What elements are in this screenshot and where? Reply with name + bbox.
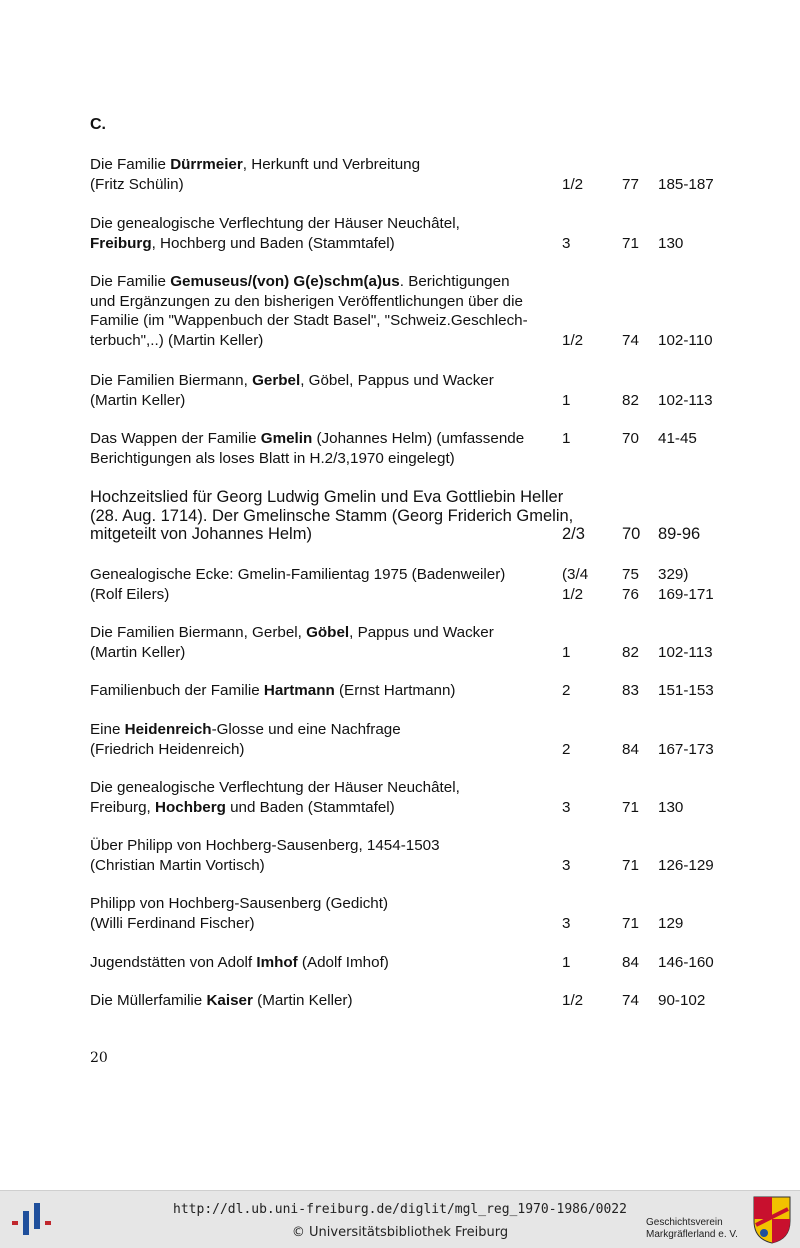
entry-pages: 329) bbox=[658, 566, 689, 583]
entry-pages: 169-171 bbox=[658, 585, 714, 603]
entry-line: Die Müllerfamilie Kaiser (Martin Keller) bbox=[90, 992, 353, 1009]
entry-line: Familienbuch der Familie Hartmann (Ernst Hartmann) bbox=[90, 682, 456, 699]
entry-pages: 102-113 bbox=[658, 643, 713, 661]
entry-line: (Fritz Schülin) bbox=[90, 175, 184, 193]
entry-line: (Willi Ferdinand Fischer) bbox=[90, 914, 255, 932]
entry-issue: 3 bbox=[562, 914, 571, 932]
entry-pages: 151-153 bbox=[658, 682, 714, 699]
society-name bbox=[646, 1217, 738, 1241]
footer-copyright: © Universitätsbibliothek Freiburg bbox=[291, 1225, 509, 1240]
entry-year: 77 bbox=[622, 175, 639, 193]
entry-pages: 102-110 bbox=[658, 331, 713, 349]
entry-issue: 1/2 bbox=[562, 992, 584, 1009]
entry-line: mitgeteilt von Johannes Helm) bbox=[90, 525, 312, 543]
entry-year: 71 bbox=[622, 798, 639, 816]
entry-year: 71 bbox=[622, 856, 639, 874]
entry-line: terbuch",..) (Martin Keller) bbox=[90, 331, 264, 349]
entry-title bbox=[90, 429, 560, 468]
entry-issue: 1 bbox=[562, 954, 571, 971]
entry-year: 76 bbox=[622, 585, 639, 603]
entry-issue: 1 bbox=[562, 430, 571, 447]
entry-line: Philipp von Hochberg-Sausenberg (Gedicht) bbox=[90, 895, 389, 912]
society-line-1: Geschichtsverein bbox=[646, 1217, 723, 1228]
entry-year: 71 bbox=[622, 234, 639, 252]
society-line-2: Markgräflerland e. V. bbox=[646, 1229, 738, 1240]
entry-line: Über Philipp von Hochberg-Sausenberg, 1454-1503 bbox=[90, 837, 440, 854]
entry-line: Das Wappen der Familie Gmelin (Johannes Helm) (umfassende bbox=[90, 430, 525, 447]
entry-issue: 2/3 bbox=[562, 525, 585, 543]
entry-line: (Rolf Eilers) bbox=[90, 585, 170, 603]
entry-issue: 3 bbox=[562, 234, 571, 252]
section-letter: C. bbox=[90, 116, 106, 133]
entry-issue: 1 bbox=[562, 643, 571, 661]
entry-line: Die Familien Biermann, Gerbel, Göbel, Pappus und Wacker bbox=[90, 624, 494, 641]
entry-year: 70 bbox=[622, 525, 641, 543]
entry-title bbox=[90, 272, 560, 350]
entry-line: Eine Heidenreich-Glosse und eine Nachfrage bbox=[90, 721, 401, 738]
entry-issue: 2 bbox=[562, 740, 571, 758]
entry-line: Genealogische Ecke: Gmelin-Familientag 1975 (Badenweiler) bbox=[90, 566, 506, 583]
entry-year: 82 bbox=[622, 643, 639, 661]
entry-line: Die Familie Dürrmeier, Herkunft und Verbreitung bbox=[90, 156, 421, 173]
entry-issue: 3 bbox=[562, 856, 571, 874]
entry-title bbox=[90, 778, 560, 817]
entry-line: (28. Aug. 1714). Der Gmelinsche Stamm (Georg Friderich Gmelin, bbox=[90, 506, 574, 525]
entry-year: 71 bbox=[622, 914, 639, 932]
entry-line: Die Familie Gemuseus/(von) G(e)schm(a)us. Berichtigungen bbox=[90, 273, 510, 290]
entry-title bbox=[90, 623, 560, 662]
entry-pages: 130 bbox=[658, 798, 684, 816]
entry-title bbox=[90, 836, 560, 875]
entry-issue: 1/2 bbox=[562, 175, 584, 193]
entry-line: Freiburg, Hochberg und Baden (Stammtafel) bbox=[90, 798, 395, 816]
page-number: 20 bbox=[90, 1050, 108, 1066]
entry-year: 83 bbox=[622, 682, 639, 699]
entry-year: 84 bbox=[622, 740, 639, 758]
entry-year: 84 bbox=[622, 954, 639, 971]
entry-title bbox=[90, 371, 560, 410]
entry-pages: 185-187 bbox=[658, 175, 714, 193]
entry-issue: 2 bbox=[562, 682, 571, 699]
entry-pages: 89-96 bbox=[658, 525, 701, 543]
entry-year: 74 bbox=[622, 331, 639, 349]
entry-pages: 102-113 bbox=[658, 391, 713, 409]
entry-pages: 130 bbox=[658, 234, 684, 252]
entry-pages: 146-160 bbox=[658, 954, 714, 971]
entry-title bbox=[90, 681, 560, 701]
entry-title bbox=[90, 214, 560, 253]
entry-pages: 126-129 bbox=[658, 856, 714, 874]
entry-line: (Christian Martin Vortisch) bbox=[90, 856, 265, 874]
entry-issue: 3 bbox=[562, 798, 571, 816]
entry-pages: 41-45 bbox=[658, 430, 697, 447]
entry-pages: 167-173 bbox=[658, 740, 714, 758]
entry-line: (Friedrich Heidenreich) bbox=[90, 740, 245, 758]
coat-of-arms-icon bbox=[752, 1195, 792, 1245]
entry-line: Jugendstätten von Adolf Imhof (Adolf Imhof) bbox=[90, 954, 389, 971]
entry-title bbox=[90, 991, 560, 1011]
entry-title bbox=[90, 155, 560, 194]
entry-title bbox=[90, 953, 560, 973]
entry-issue: 1/2 bbox=[562, 585, 584, 603]
entry-line: Hochzeitslied für Georg Ludwig Gmelin und Eva Gottliebin Heller bbox=[90, 488, 564, 506]
entry-year: 70 bbox=[622, 430, 639, 447]
entry-title bbox=[90, 488, 610, 544]
entry-pages: 129 bbox=[658, 914, 684, 932]
entry-line: Die genealogische Verflechtung der Häuser Neuchâtel, bbox=[90, 779, 460, 796]
entry-line: Berichtigungen als loses Blatt in H.2/3,1970 eingelegt) bbox=[90, 449, 455, 467]
entry-pages: 90-102 bbox=[658, 992, 706, 1009]
entry-issue: (3/4 bbox=[562, 566, 589, 583]
entry-issue: 1 bbox=[562, 391, 571, 409]
entry-line: und Ergänzungen zu den bisherigen Veröffentlichungen über die bbox=[90, 292, 523, 310]
entry-title bbox=[90, 565, 560, 604]
entry-year: 82 bbox=[622, 391, 639, 409]
entry-line: Die genealogische Verflechtung der Häuser Neuchâtel, bbox=[90, 215, 460, 232]
entry-issue: 1/2 bbox=[562, 331, 584, 349]
footer-bar bbox=[0, 1190, 800, 1248]
entry-line: (Martin Keller) bbox=[90, 391, 186, 409]
entry-year: 74 bbox=[622, 992, 639, 1009]
entry-line: (Martin Keller) bbox=[90, 643, 186, 661]
footer-url-link[interactable]: http://dl.ub.uni-freiburg.de/diglit/mgl_reg_1970-1986/0022 bbox=[173, 1202, 627, 1217]
entry-line: Familie (im "Wappenbuch der Stadt Basel", "Schweiz.Geschlech- bbox=[90, 312, 528, 329]
entry-title bbox=[90, 894, 560, 933]
entry-line: Freiburg, Hochberg und Baden (Stammtafel) bbox=[90, 234, 395, 252]
entry-title bbox=[90, 720, 560, 759]
entry-line: Die Familien Biermann, Gerbel, Göbel, Pappus und Wacker bbox=[90, 372, 494, 389]
entry-year: 75 bbox=[622, 566, 639, 583]
